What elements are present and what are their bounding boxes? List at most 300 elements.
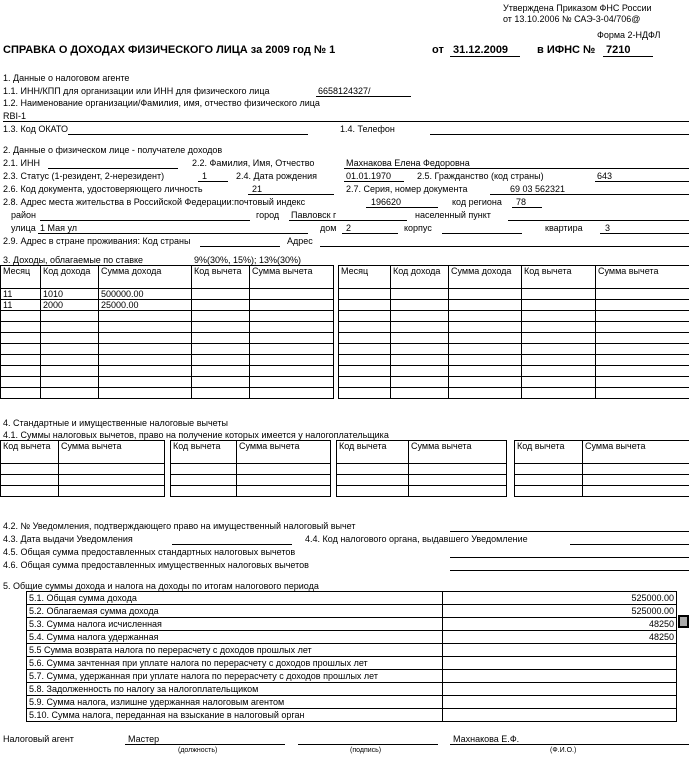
abroad-address-label: Адрес [287, 236, 313, 246]
income-left-col-header: Код дохода [41, 266, 99, 289]
totals-value [443, 696, 677, 709]
person-house: 2 [346, 223, 352, 233]
income-left-cell [192, 366, 250, 377]
table-row [337, 475, 507, 486]
totals-value [443, 644, 677, 657]
income-left-cell [99, 322, 192, 333]
table-row [1, 333, 334, 344]
deduction-table-1 [0, 440, 165, 497]
income-left-cell [192, 333, 250, 344]
totals-row [27, 696, 677, 709]
status-label: 2.3. Статус (1-резидент, 2-нерезидент) [3, 171, 165, 181]
phone-label: 1.4. Телефон [340, 124, 395, 134]
table-row [339, 311, 689, 322]
income-right-cell [391, 344, 449, 355]
table-row [171, 486, 331, 497]
income-right-cell [522, 311, 596, 322]
income-right-cell [596, 355, 689, 366]
name-line [450, 744, 689, 745]
income-right-cell [522, 322, 596, 333]
abroad-country-line [200, 246, 280, 247]
income-left-cell [192, 311, 250, 322]
income-left-cell [250, 322, 334, 333]
table-row [515, 486, 689, 497]
signature-position: Мастер [128, 734, 160, 744]
korpus-line [442, 233, 522, 234]
person-street: 1 Мая ул [40, 223, 78, 233]
region-line [512, 207, 542, 208]
caption-position: (должность) [178, 747, 218, 754]
income-left-cell [192, 355, 250, 366]
agent-inn-line [316, 96, 411, 97]
doc-label: 2.6. Код документа, удостоверяющего личность [3, 184, 203, 194]
totals-value: 525000.00 [443, 605, 677, 618]
income-right-cell [391, 289, 449, 300]
series-line [490, 194, 689, 195]
table-row [1, 322, 334, 333]
income-header-row [1, 266, 334, 289]
totals-value: 525000.00 [443, 592, 677, 605]
city-label: город [256, 210, 280, 220]
deduction-sum-cell [59, 486, 165, 497]
totals-value [443, 683, 677, 696]
income-left-cell [99, 366, 192, 377]
table-row [339, 355, 689, 366]
income-left-cell [41, 355, 99, 366]
income-table-right [338, 265, 689, 399]
citizen-line [595, 181, 689, 182]
income-right-cell [339, 311, 391, 322]
income-left-cell [250, 289, 334, 300]
table-row [339, 322, 689, 333]
approval-order: от 13.10.2006 № САЭ-3-04/706@ [503, 14, 641, 24]
agent-name-line [3, 121, 689, 122]
deduction-code-cell [1, 486, 59, 497]
income-left-cell [250, 388, 334, 399]
totals-row [27, 592, 677, 605]
income-left-cell [41, 377, 99, 388]
totals-label: 5.3. Сумма налога исчисленная [27, 618, 443, 631]
deduction-table-3 [336, 440, 507, 497]
income-right-cell [522, 289, 596, 300]
person-region: 78 [516, 197, 527, 207]
totals-row [27, 657, 677, 670]
totals-label: 5.2. Облагаемая сумма дохода [27, 605, 443, 618]
abroad-address-line [320, 246, 689, 247]
deduction-header-row [337, 441, 507, 464]
section5-heading: 5. Общие суммы дохода и налога на доходы по итогам налогового периода [3, 581, 319, 591]
totals-value [443, 657, 677, 670]
ifns-underline [603, 56, 653, 57]
korpus-label: корпус [404, 223, 432, 233]
citizen-label: 2.5. Гражданство (код страны) [417, 171, 544, 181]
deduction-sum-cell [409, 475, 507, 486]
notice-number-line [450, 531, 689, 532]
locality-label: населенный пункт [415, 210, 491, 220]
person-birth: 01.01.1970 [346, 171, 392, 181]
street-line [38, 233, 308, 234]
income-right-cell [522, 366, 596, 377]
income-left-cell [192, 300, 250, 311]
district-label: район [11, 210, 37, 220]
zip-line [366, 207, 438, 208]
table-row [339, 289, 689, 300]
document-date: 31.12.2009 [453, 44, 509, 56]
deduction-header-row [515, 441, 689, 464]
income-right-cell [449, 355, 522, 366]
table-row [337, 486, 507, 497]
deduction-code-cell [515, 475, 583, 486]
income-left-cell [192, 377, 250, 388]
income-right-cell [449, 289, 522, 300]
income-right-cell [339, 377, 391, 388]
person-city: Павловск г [291, 210, 337, 220]
cell-cursor-marker [678, 615, 689, 628]
income-left-cell [99, 388, 192, 399]
person-citizen: 643 [597, 171, 613, 181]
income-right-cell [339, 322, 391, 333]
flat-label: квартира [545, 223, 583, 233]
income-right-cell [449, 333, 522, 344]
table-row [1, 300, 334, 311]
income-left-col-header: Сумма вычета [250, 266, 334, 289]
section2-heading: 2. Данные о физическом лице - получателе доходов [3, 145, 223, 155]
income-left-cell [1, 388, 41, 399]
income-left-cell [41, 311, 99, 322]
deduction-sum-cell [237, 464, 331, 475]
deduction-sum-header: Сумма вычета [237, 441, 331, 464]
income-rate: 9%(30%, 15%); 13%(30%) [194, 255, 302, 265]
income-left-cell [99, 311, 192, 322]
income-left-cell [1, 311, 41, 322]
deduction-table-4 [514, 440, 689, 497]
income-left-cell [41, 333, 99, 344]
deduction-code-header: Код вычета [1, 441, 59, 464]
income-left-cell [41, 366, 99, 377]
income-right-cell [391, 322, 449, 333]
flat-line [600, 233, 689, 234]
person-doc: 21 [252, 184, 263, 194]
totals-row [27, 631, 677, 644]
house-line [342, 233, 398, 234]
income-right-col-header: Код вычета [522, 266, 596, 289]
ifns-number: 7210 [606, 44, 631, 56]
notice-authority-line [570, 544, 689, 545]
agent-name-label: 1.2. Наименование организации/Фамилия, имя, отчество физического лица [3, 98, 320, 108]
agent-name: RBI-1 [3, 111, 27, 121]
income-left-cell [1, 333, 41, 344]
locality-line [508, 220, 689, 221]
income-right-col-header: Сумма дохода [449, 266, 522, 289]
income-left-cell: 11 [1, 289, 41, 300]
totals-value: 48250 [443, 618, 677, 631]
income-right-cell [449, 366, 522, 377]
income-right-cell [339, 355, 391, 366]
agent-inn: 6658124327/ [318, 86, 371, 96]
totals-label: 5.10. Сумма налога, переданная на взыскание в налоговый орган [27, 709, 443, 722]
deduction-code-cell [337, 464, 409, 475]
income-right-cell [596, 388, 689, 399]
table-row [1, 311, 334, 322]
street-label: улица [11, 223, 36, 233]
income-left-cell [1, 366, 41, 377]
income-left-cell [1, 377, 41, 388]
totals-value [443, 670, 677, 683]
income-left-col-header: Код вычета [192, 266, 250, 289]
signature-name: Махнакова Е.Ф. [453, 734, 520, 744]
table-row [339, 300, 689, 311]
table-row [339, 366, 689, 377]
city-line [289, 220, 407, 221]
income-right-cell [596, 311, 689, 322]
income-right-col-header: Код дохода [391, 266, 449, 289]
table-row [1, 486, 165, 497]
table-row [1, 377, 334, 388]
deduction-code-header: Код вычета [337, 441, 409, 464]
totals-row [27, 709, 677, 722]
agent-inn-label: 1.1. ИНН/КПП для организации или ИНН для физического лица [3, 86, 270, 96]
notice-authority-label: 4.4. Код налогового органа, выдавшего Уведомление [305, 534, 528, 544]
income-right-cell [522, 355, 596, 366]
person-series: 69 03 562321 [510, 184, 566, 194]
income-right-cell [596, 333, 689, 344]
table-row [171, 475, 331, 486]
income-right-cell [596, 322, 689, 333]
person-inn-line [48, 168, 178, 169]
table-row [1, 475, 165, 486]
deduction-code-cell [337, 475, 409, 486]
signature-label: Налоговый агент [3, 734, 74, 744]
abroad-label: 2.9. Адрес в стране проживания: Код страны [3, 236, 191, 246]
income-right-cell [391, 311, 449, 322]
deductions-sub: 4.1. Суммы налоговых вычетов, право на получение которых имеется у налогоплательщика [3, 430, 389, 440]
date-label: от [432, 44, 444, 56]
income-right-cell [522, 300, 596, 311]
deduction-sum-cell [409, 464, 507, 475]
income-right-cell [449, 300, 522, 311]
income-right-cell [391, 377, 449, 388]
income-right-cell [596, 289, 689, 300]
income-right-cell [391, 333, 449, 344]
income-right-cell [596, 344, 689, 355]
section1-heading: 1. Данные о налоговом агенте [3, 73, 130, 83]
section3-heading: 3. Доходы, облагаемые по ставке [3, 255, 144, 265]
deduction-code-cell [515, 486, 583, 497]
totals-value: 48250 [443, 631, 677, 644]
deduction-code-cell [515, 464, 583, 475]
table-row [339, 333, 689, 344]
deduction-sum-header: Сумма вычета [59, 441, 165, 464]
totals-row [27, 670, 677, 683]
income-left-cell [192, 388, 250, 399]
income-left-cell [41, 388, 99, 399]
income-right-col-header: Сумма вычета [596, 266, 689, 289]
caption-fio: (Ф.И.О.) [550, 747, 577, 754]
birth-line [344, 181, 404, 182]
income-left-cell: 2000 [41, 300, 99, 311]
table-row [1, 388, 334, 399]
income-left-cell [99, 377, 192, 388]
income-left-cell [41, 322, 99, 333]
income-right-cell [339, 388, 391, 399]
section4-heading: 4. Стандартные и имущественные налоговые вычеты [3, 418, 228, 428]
doc-line [248, 194, 334, 195]
deduction-code-header: Код вычета [515, 441, 583, 464]
person-status: 1 [202, 171, 208, 181]
region-label: код региона [452, 197, 502, 207]
deduction-sum-header: Сумма вычета [583, 441, 689, 464]
deduction-sum-cell [59, 475, 165, 486]
income-right-cell [339, 333, 391, 344]
sign-line [298, 744, 438, 745]
totals-label: 5.8. Задолженность по налогу за налогоплательщиком [27, 683, 443, 696]
property-total-line [450, 570, 689, 571]
income-right-cell [449, 388, 522, 399]
totals-row [27, 683, 677, 696]
income-left-col-header: Месяц [1, 266, 41, 289]
income-right-cell [449, 311, 522, 322]
income-left-cell [99, 355, 192, 366]
totals-label: 5.1. Общая сумма дохода [27, 592, 443, 605]
income-left-cell [250, 366, 334, 377]
income-left-cell [250, 311, 334, 322]
income-right-cell [522, 388, 596, 399]
person-inn-label: 2.1. ИНН [3, 158, 40, 168]
deduction-sum-cell [59, 464, 165, 475]
income-left-cell: 1010 [41, 289, 99, 300]
deduction-sum-cell [583, 486, 689, 497]
income-left-cell [192, 344, 250, 355]
totals-label: 5.7. Сумма, удержанная при уплате налога по перерасчету с доходов прошлых лет [27, 670, 443, 683]
table-row [1, 366, 334, 377]
income-left-cell [250, 344, 334, 355]
standard-total-label: 4.5. Общая сумма предоставленных стандартных налоговых вычетов [3, 547, 296, 557]
income-right-cell [391, 388, 449, 399]
table-row [171, 464, 331, 475]
totals-value [443, 709, 677, 722]
income-right-cell [391, 355, 449, 366]
position-line [125, 744, 285, 745]
person-zip: 196620 [371, 197, 402, 207]
property-total-label: 4.6. Общая сумма предоставленных имущественных налоговых вычетов [3, 560, 309, 570]
table-row [339, 377, 689, 388]
income-left-col-header: Сумма дохода [99, 266, 192, 289]
notice-date-label: 4.3. Дата выдачи Уведомления [3, 534, 133, 544]
caption-sign: (подпись) [350, 747, 382, 754]
income-right-cell [449, 322, 522, 333]
income-left-cell [1, 322, 41, 333]
deduction-header-row [171, 441, 331, 464]
table-row [515, 475, 689, 486]
deduction-table-2 [170, 440, 331, 497]
totals-label: 5.9. Сумма налога, излишне удержанная налоговым агентом [27, 696, 443, 709]
approval-note: Утверждена Приказом ФНС России [503, 3, 652, 13]
deduction-sum-cell [237, 486, 331, 497]
notice-number-label: 4.2. № Уведомления, подтверждающего право на имущественный налоговый вычет [3, 521, 356, 531]
income-right-col-header: Месяц [339, 266, 391, 289]
totals-row [27, 618, 677, 631]
deduction-code-cell [171, 486, 237, 497]
table-row [339, 388, 689, 399]
notice-date-line [172, 544, 292, 545]
deduction-header-row [1, 441, 165, 464]
ifns-label: в ИФНС № [537, 44, 596, 56]
form-code: Форма 2-НДФЛ [597, 30, 661, 40]
income-header-row [339, 266, 689, 289]
series-label: 2.7. Серия, номер документа [346, 184, 468, 194]
table-row [337, 464, 507, 475]
income-right-cell [522, 344, 596, 355]
totals-label: 5.4. Сумма налога удержанная [27, 631, 443, 644]
deduction-code-cell [337, 486, 409, 497]
fio-label: 2.2. Фамилия, Имя, Отчество [192, 158, 315, 168]
income-right-cell [596, 300, 689, 311]
document-title: СПРАВКА О ДОХОДАХ ФИЗИЧЕСКОГО ЛИЦА за 2009 год № 1 [3, 44, 336, 56]
income-left-cell [1, 344, 41, 355]
income-left-cell [250, 300, 334, 311]
table-row [1, 344, 334, 355]
income-right-cell [391, 366, 449, 377]
income-right-cell [596, 366, 689, 377]
deduction-sum-cell [583, 475, 689, 486]
income-left-cell: 11 [1, 300, 41, 311]
income-left-cell: 500000.00 [99, 289, 192, 300]
totals-label: 5.5 Сумма возврата налога по перерасчету с доходов прошлых лет [27, 644, 443, 657]
address-label: 2.8. Адрес места жительства в Российской Федерации:почтовый индекс [3, 197, 306, 207]
totals-row [27, 644, 677, 657]
income-left-cell [99, 344, 192, 355]
totals-label: 5.6. Сумма зачтенная при уплате налога по перерасчету с доходов прошлых лет [27, 657, 443, 670]
table-row [339, 344, 689, 355]
deduction-code-header: Код вычета [171, 441, 237, 464]
income-right-cell [596, 377, 689, 388]
income-left-cell [192, 322, 250, 333]
district-line [40, 220, 250, 221]
status-line [198, 181, 228, 182]
deduction-sum-cell [409, 486, 507, 497]
income-left-cell [250, 333, 334, 344]
income-right-cell [339, 289, 391, 300]
income-table-left [0, 265, 334, 399]
birth-label: 2.4. Дата рождения [236, 171, 317, 181]
phone-line [430, 134, 689, 135]
standard-total-line [450, 557, 689, 558]
deduction-code-cell [1, 475, 59, 486]
house-label: дом [320, 223, 337, 233]
income-right-cell [449, 377, 522, 388]
income-right-cell [339, 300, 391, 311]
totals-row [27, 605, 677, 618]
deduction-code-cell [171, 475, 237, 486]
income-right-cell [339, 366, 391, 377]
income-left-cell [250, 355, 334, 366]
person-flat: 3 [605, 223, 611, 233]
table-row [1, 355, 334, 366]
deduction-code-cell [171, 464, 237, 475]
deduction-sum-cell [583, 464, 689, 475]
totals-table [26, 591, 677, 722]
income-left-cell: 25000.00 [99, 300, 192, 311]
deduction-code-cell [1, 464, 59, 475]
income-left-cell [192, 289, 250, 300]
okato-label: 1.3. Код ОКАТО [3, 124, 68, 134]
person-fio: Махнакова Елена Федоровна [346, 158, 470, 168]
income-right-cell [339, 344, 391, 355]
income-right-cell [522, 333, 596, 344]
fio-line [344, 168, 689, 169]
table-row [515, 464, 689, 475]
date-underline [450, 56, 520, 57]
